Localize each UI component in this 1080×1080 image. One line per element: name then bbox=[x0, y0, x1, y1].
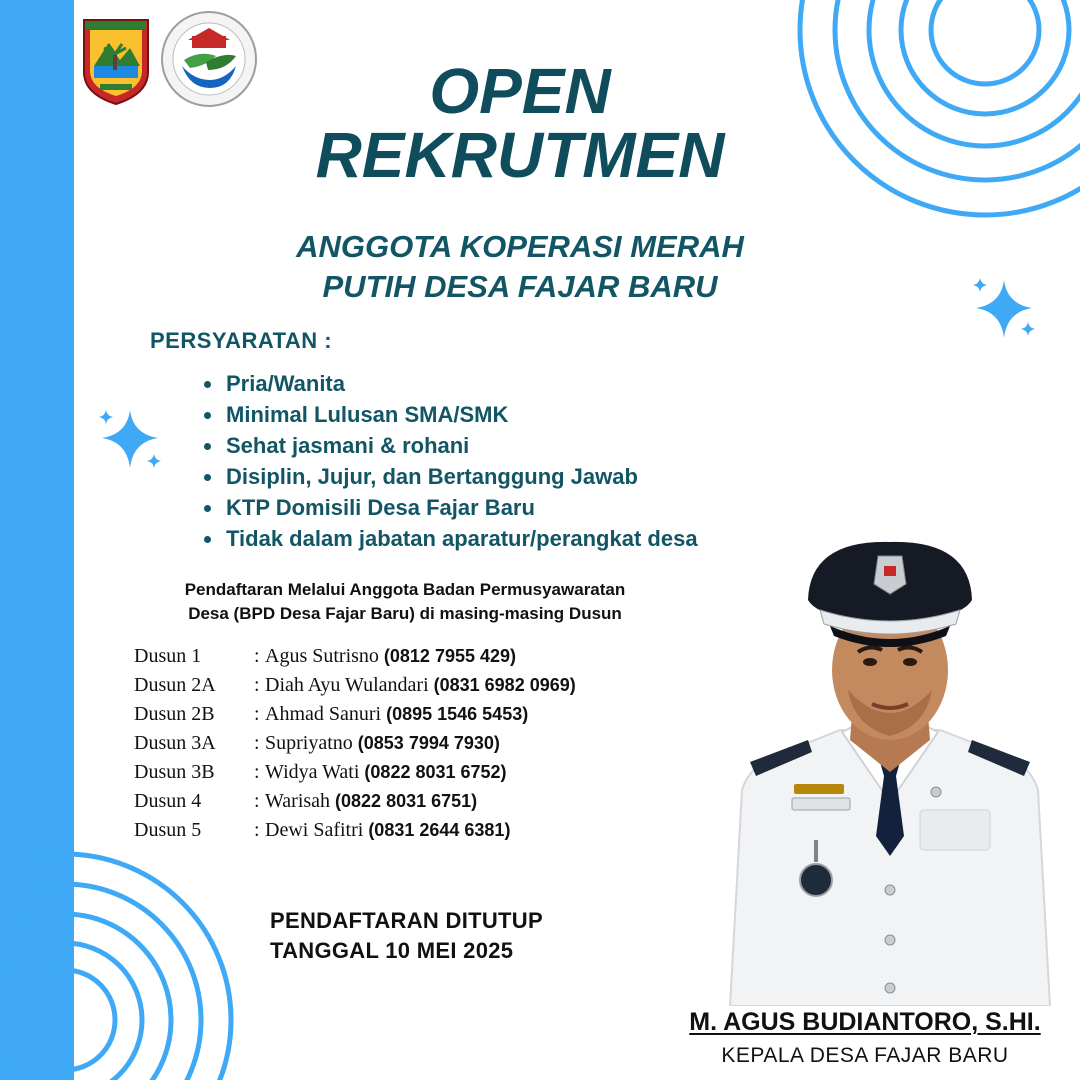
contact-name: Widya Wati bbox=[265, 761, 360, 783]
requirement-item: Pria/Wanita bbox=[202, 368, 698, 399]
contact-phone: (0812 7955 429) bbox=[383, 646, 517, 666]
contact-phone: (0895 1546 5453) bbox=[386, 704, 529, 724]
subtitle-line-1: ANGGOTA KOPERASI MERAH bbox=[296, 229, 744, 264]
signatory-title: KEPALA DESA FAJAR BARU bbox=[721, 1044, 1009, 1067]
registration-note bbox=[110, 578, 700, 626]
registration-note-line-1: Pendaftaran Melalui Anggota Badan Permusyawaratan bbox=[184, 580, 626, 599]
contact-name: Supriyatno bbox=[265, 732, 353, 754]
contact-name: Warisah bbox=[265, 790, 331, 812]
requirement-item: Disiplin, Jujur, dan Bertanggung Jawab bbox=[202, 461, 698, 492]
contact-name: Ahmad Sanuri bbox=[265, 703, 382, 725]
separator: : bbox=[254, 761, 260, 783]
deadline-line-2: TANGGAL 10 MEI 2025 bbox=[270, 938, 514, 963]
dusun-label: Dusun 5 bbox=[134, 819, 202, 841]
dusun-label: Dusun 3A bbox=[134, 732, 216, 754]
separator: : bbox=[254, 674, 260, 696]
contact-name: Diah Ayu Wulandari bbox=[265, 674, 429, 696]
contact-person bbox=[265, 642, 516, 671]
contact-phone: (0831 2644 6381) bbox=[368, 820, 511, 840]
separator: : bbox=[254, 703, 260, 725]
requirements-list bbox=[202, 368, 698, 554]
deadline-line-1: PENDAFTARAN DITUTUP bbox=[270, 908, 543, 933]
concentric-rings-top-right bbox=[795, 0, 1080, 220]
contact-person bbox=[265, 671, 576, 700]
contact-person bbox=[265, 758, 507, 787]
sparkle-star-icon bbox=[94, 404, 168, 476]
subtitle-line-2: PUTIH DESA FAJAR BARU bbox=[322, 269, 718, 304]
registration-deadline bbox=[270, 906, 543, 966]
contact-phone: (0822 8031 6752) bbox=[364, 762, 507, 782]
headline-open: OPEN bbox=[429, 55, 611, 127]
concentric-rings-bottom-left bbox=[0, 850, 235, 1080]
dusun-label: Dusun 2A bbox=[134, 674, 216, 696]
contact-phone: (0831 6982 0969) bbox=[433, 675, 576, 695]
lampung-selatan-emblem-logo bbox=[80, 14, 152, 106]
signatory-name: M. AGUS BUDIANTORO, S.HI. bbox=[689, 1008, 1041, 1036]
requirement-item: KTP Domisili Desa Fajar Baru bbox=[202, 492, 698, 523]
requirements-heading: PERSYARATAN : bbox=[150, 328, 333, 353]
contact-person bbox=[265, 787, 477, 816]
requirement-item: Sehat jasmani & rohani bbox=[202, 430, 698, 461]
kemendes-emblem-logo bbox=[160, 10, 258, 108]
requirement-item: Minimal Lulusan SMA/SMK bbox=[202, 399, 698, 430]
separator: : bbox=[254, 819, 260, 841]
separator: : bbox=[254, 732, 260, 754]
contact-name: Agus Sutrisno bbox=[265, 645, 379, 667]
dusun-label: Dusun 2B bbox=[134, 703, 215, 725]
dusun-label: Dusun 1 bbox=[134, 645, 202, 667]
requirement-item: Tidak dalam jabatan aparatur/perangkat desa bbox=[202, 523, 698, 554]
village-head-portrait bbox=[720, 540, 1060, 1006]
registration-note-line-2: Desa (BPD Desa Fajar Baru) di masing-masing Dusun bbox=[188, 604, 622, 623]
separator: : bbox=[254, 645, 260, 667]
dusun-label: Dusun 3B bbox=[134, 761, 215, 783]
contact-phone: (0853 7994 7930) bbox=[357, 733, 500, 753]
sparkle-star-icon bbox=[966, 272, 1042, 344]
contact-person bbox=[265, 700, 528, 729]
contact-person bbox=[265, 816, 510, 845]
contact-name: Dewi Safitri bbox=[265, 819, 364, 841]
dusun-label: Dusun 4 bbox=[134, 790, 202, 812]
contact-phone: (0822 8031 6751) bbox=[335, 791, 478, 811]
headline-rekrutmen: REKRUTMEN bbox=[315, 119, 725, 191]
separator: : bbox=[254, 790, 260, 812]
contact-person bbox=[265, 729, 500, 758]
